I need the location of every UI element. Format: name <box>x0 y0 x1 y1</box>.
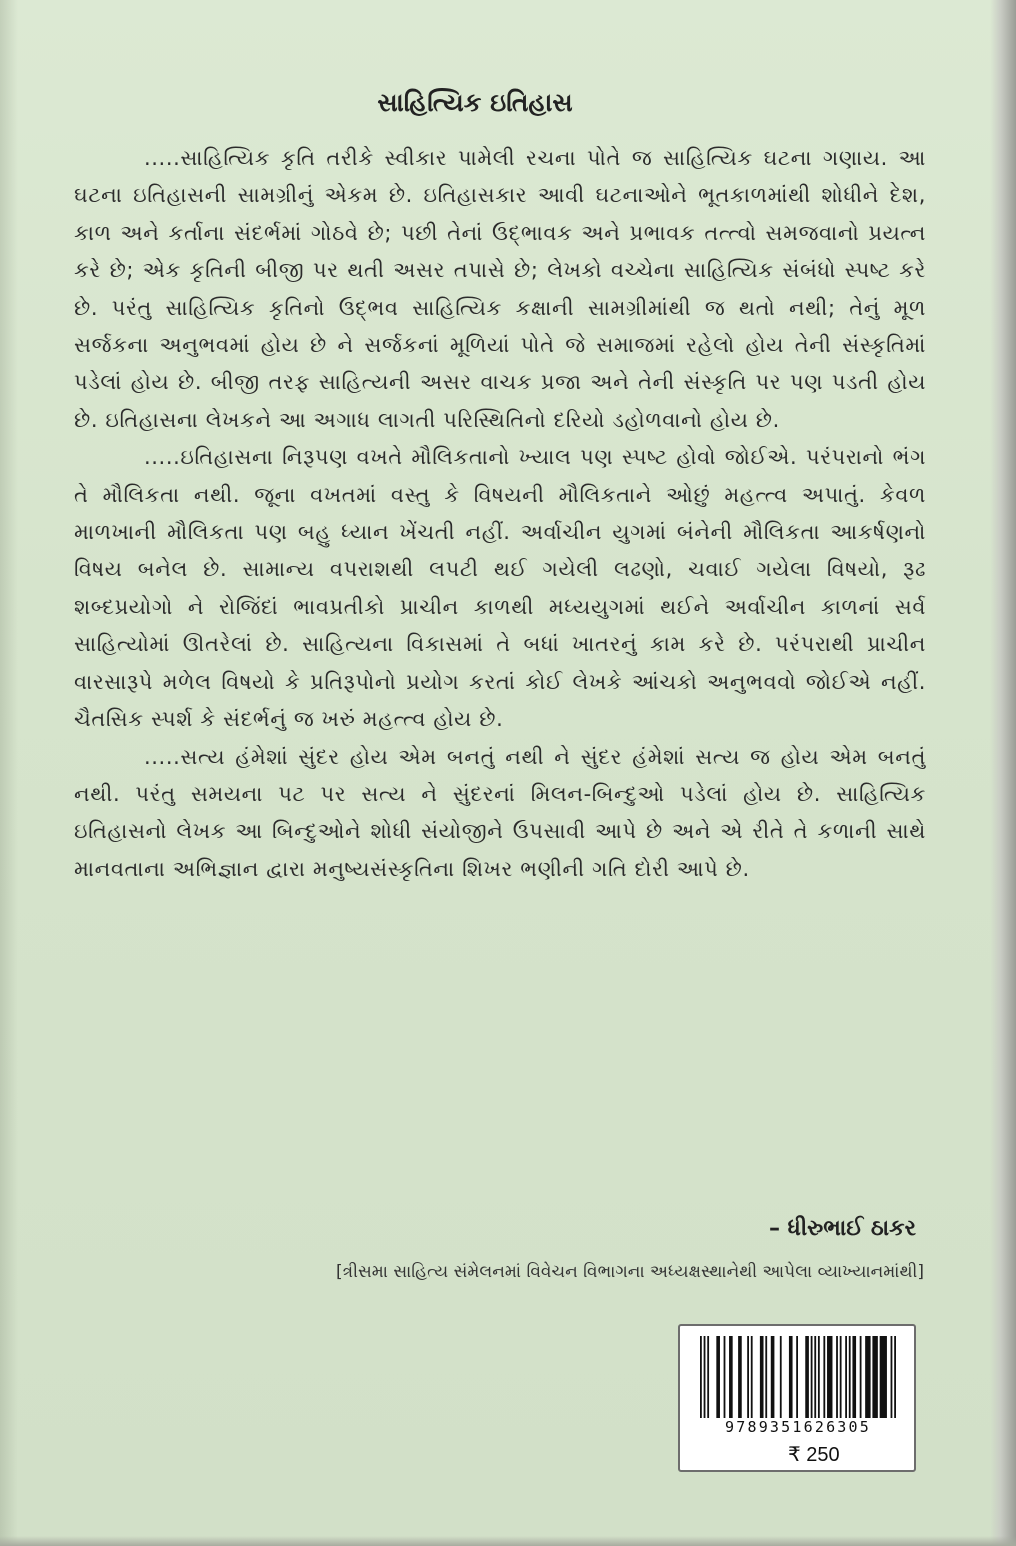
author-attribution: – ધીરુભાઈ ઠાકર <box>768 1216 916 1241</box>
paragraph-2: .....ઇતિહાસના નિરૂપણ વખતે મૌલિકતાનો ખ્યાલ પણ સ્પષ્ટ હોવો જોઈએ. પરંપરાનો ભંગ તે મૌલિકતા નથી. જૂના વખતમાં વસ્તુ કે વિષયની મૌલિકતાને ઓછું મહત્ત્વ અપાતું. કેવળ માળખાની મૌલિકતા પણ બહુ ધ્યાન ખેંચતી નહીં. અર્વાચીન યુગમાં બંનેની મૌલિકતા આકર્ષણનો વિષય બનેલ છે. સામાન્ય વપરાશથી લપટી થઈ ગયેલી લઢણો, ચવાઈ ગયેલા વિષયો, રૂઢ શબ્દપ્રયોગો ને રોજિંદાં ભાવપ્રતીકો પ્રાચીન કાળથી મધ્યયુગમાં થઈને અર્વાચીન કાળનાં સર્વ સાહિત્યોમાં ઊતરેલાં છે. સાહિત્યના વિકાસમાં તે બધાં ખાતરનું કામ કરે છે. પરંપરાથી પ્રાચીન વારસારૂપે મળેલ વિષયો કે પ્રતિરૂપોનો પ્રયોગ કરતાં કોઈ લેખકે આંચકો અનુભવવો જોઈએ નહીં. ચૈતસિક સ્પર્શ કે સંદર્ભનું જ ખરું મહત્ત્વ હોય છે. <box>74 445 926 732</box>
barcode-bar <box>852 1336 856 1418</box>
barcode-bar <box>860 1336 862 1418</box>
barcode-bar <box>747 1336 749 1418</box>
barcode-bar <box>780 1336 782 1418</box>
page-edge-right <box>990 0 1016 1546</box>
barcode-bar <box>760 1336 764 1418</box>
barcode-bar <box>865 1336 870 1418</box>
price-label: ₹ 250 <box>788 1444 840 1466</box>
barcode-bar <box>700 1336 702 1418</box>
barcode-icon <box>700 1336 896 1418</box>
barcode-bar <box>811 1336 813 1418</box>
barcode-bar <box>849 1336 851 1418</box>
page-edge-bottom <box>0 1536 1016 1546</box>
paragraph-1: .....સાહિત્યિક કૃતિ તરીકે સ્વીકાર પામેલી રચના પોતે જ સાહિત્યિક ઘટના ગણાય. આ ઘટના ઇતિહાસની સામગ્રીનું એકમ છે. ઇતિહાસકાર આવી ઘટનાઓને ભૂતકાળમાંથી શોધીને દેશ, કાળ અને કર્તાના સંદર્ભમાં ગોઠવે છે; પછી તેનાં ઉદ્ભાવક અને પ્રભાવક તત્ત્વો સમજવાનો પ્રયત્ન કરે છે; એક કૃતિની બીજી પર થતી અસર તપાસે છે; લેખકો વચ્ચેના સાહિત્યિક સંબંધો સ્પષ્ટ કરે છે. પરંતુ સાહિત્યિક કૃતિનો ઉદ્ભવ સાહિત્યિક કક્ષાની સામગ્રીમાંથી જ થતો નથી; તેનું મૂળ સર્જકના અનુભવમાં હોય છે ને સર્જકનાં મૂળિયાં પોતે જે સમાજમાં રહેલો હોય તેની સંસ્કૃતિમાં પડેલાં હોય છે. બીજી તરફ સાહિત્યની અસર વાચક પ્રજા અને તેની સંસ્કૃતિ પર પણ પડતી હોય છે. ઇતિહાસના લેખકને આ અગાધ લાગતી પરિસ્થિતિનો દરિયો ડહોળવાનો હોય છે. <box>74 146 926 432</box>
barcode-bar <box>724 1336 726 1418</box>
page-title: સાહિત્યિક ઇતિહાસ <box>377 88 573 117</box>
barcode-bar <box>823 1336 825 1418</box>
paragraph-3: .....સત્ય હંમેશાં સુંદર હોય એમ બનતું નથી ને સુંદર હંમેશાં સત્ય જ હોય એમ બનતું નથી. પરંતુ સમયના પટ પર સત્ય ને સુંદરનાં મિલન-બિન્દુઓ પડેલાં હોય છે. સાહિત્યિક ઇતિહાસનો લેખક આ બિન્દુઓને શોધી સંયોજીને ઉપસાવી આપે છે અને એ રીતે તે કળાની સાથે માનવતાના અભિજ્ઞાન દ્વારા મનુષ્યસંસ્કૃતિના શિખર ભણીની ગતિ દોરી આપે છે. <box>74 744 926 881</box>
barcode-bar <box>704 1336 706 1418</box>
barcode-bar <box>891 1336 893 1418</box>
barcode-bar <box>814 1336 816 1418</box>
spine-shadow <box>0 0 18 1546</box>
barcode-bar <box>729 1336 733 1418</box>
barcode-bar <box>840 1336 842 1418</box>
barcode-bar <box>765 1336 767 1418</box>
barcode-bar <box>738 1336 742 1418</box>
barcode-sticker <box>678 1324 916 1472</box>
barcode-bar <box>751 1336 753 1418</box>
isbn-number: 9789351626305 <box>725 1418 871 1436</box>
barcode-bar <box>827 1336 832 1418</box>
barcode-bar <box>805 1336 809 1418</box>
barcode-bar <box>707 1336 709 1418</box>
body-text <box>74 140 926 888</box>
barcode-bar <box>796 1336 798 1418</box>
barcode-bar <box>872 1336 877 1418</box>
barcode-bar <box>771 1336 775 1418</box>
barcode-bar <box>836 1336 838 1418</box>
barcode-bar <box>845 1336 847 1418</box>
barcode-bar <box>894 1336 896 1418</box>
barcode-bar <box>880 1336 887 1418</box>
barcode-bar <box>818 1336 820 1418</box>
barcode-bar <box>716 1336 720 1418</box>
barcode-bar <box>789 1336 793 1418</box>
source-note: [ત્રીસમા સાહિત્ય સંમેલનમાં વિવેચન વિભાગના અધ્યક્ષસ્થાનેથી આપેલા વ્યાખ્યાનમાંથી] <box>336 1262 924 1282</box>
